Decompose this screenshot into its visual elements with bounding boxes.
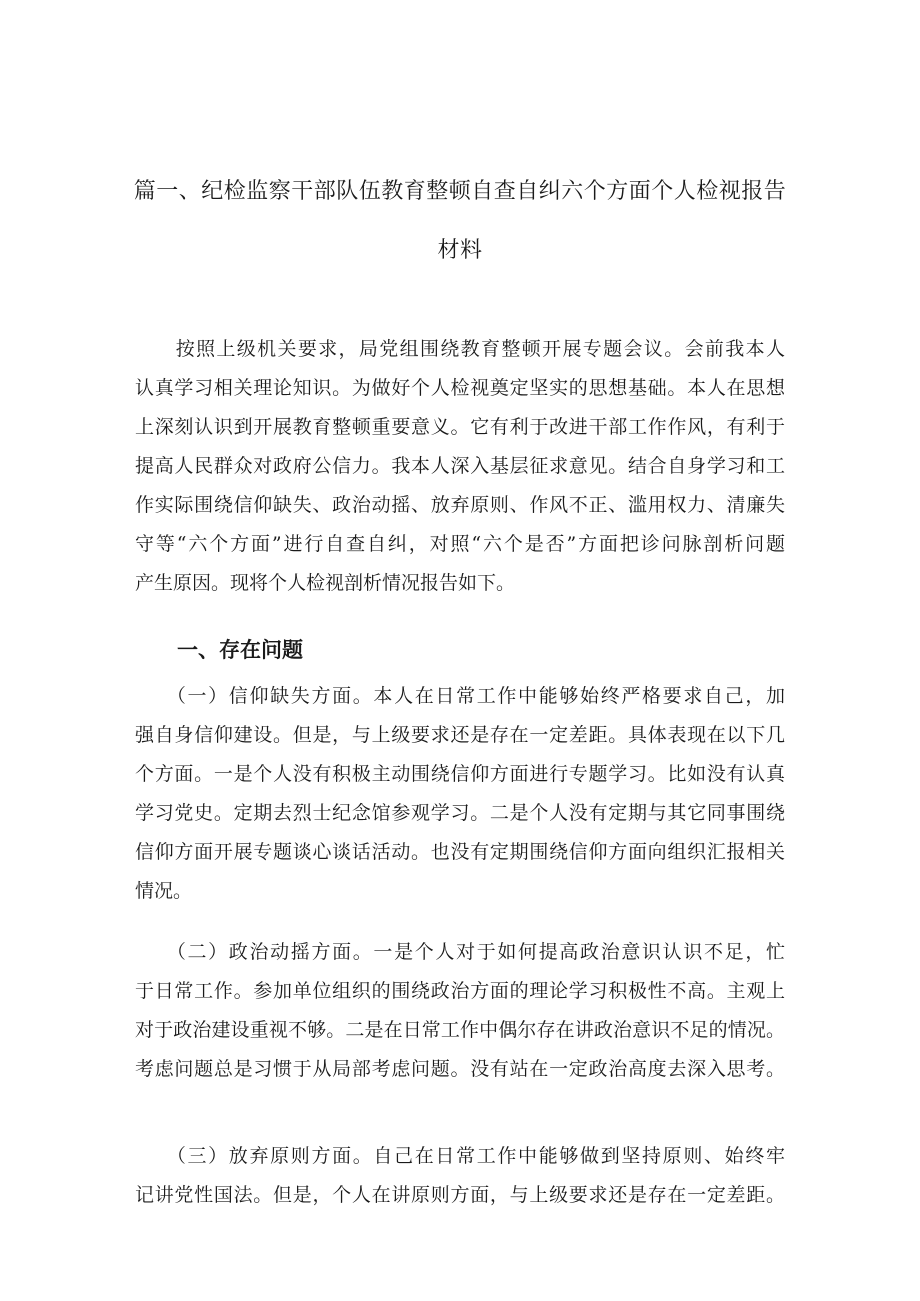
section-2-paragraph — [135, 933, 785, 1089]
paragraph-line: 情况。 — [135, 880, 193, 902]
intro-paragraph — [135, 330, 785, 603]
document-title-line-2: 材料 — [437, 238, 483, 263]
paragraph-line: （三）放弃原则方面。自己在日常工作中能够做到坚持原则、始终牢 — [135, 1145, 785, 1167]
paragraph-line: 认真学习相关理论知识。为做好个人检视奠定坚实的思想基础。本人在思想 — [135, 377, 785, 399]
paragraph-line: （一）信仰缺失方面。本人在日常工作中能够始终严格要求自己，加 — [135, 685, 785, 707]
paragraph-line: （二）政治动摇方面。一是个人对于如何提高政治意识认识不足，忙 — [135, 941, 785, 963]
paragraph-line: 守等“六个方面”进行自查自纠，对照“六个是否”方面把诊问脉剖析问题 — [135, 533, 785, 555]
section-1-paragraph — [135, 677, 785, 911]
paragraph-line: 记讲党性国法。但是，个人在讲原则方面，与上级要求还是存在一定差距。 — [135, 1184, 785, 1206]
paragraph-line: 于日常工作。参加单位组织的围绕政治方面的理论学习积极性不高。主观上 — [135, 980, 785, 1002]
paragraph-line: 信仰方面开展专题谈心谈话活动。也没有定期围绕信仰方面向组织汇报相关 — [135, 841, 785, 863]
paragraph-line: 上深刻认识到开展教育整顿重要意义。它有利于改进干部工作作风，有利于 — [135, 416, 785, 438]
paragraph-line: 强自身信仰建设。但是，与上级要求还是存在一定差距。具体表现在以下几 — [135, 724, 785, 746]
paragraph-line: 提高人民群众对政府公信力。我本人深入基层征求意见。结合自身学习和工 — [135, 455, 785, 477]
section-heading: 一、存在问题 — [177, 638, 303, 662]
paragraph-line: 个方面。一是个人没有积极主动围绕信仰方面进行专题学习。比如没有认真 — [135, 763, 785, 785]
paragraph-line: 产生原因。现将个人检视剖析情况报告如下。 — [135, 572, 516, 594]
paragraph-line: 考虑问题总是习惯于从局部考虑问题。没有站在一定政治高度去深入思考。 — [135, 1058, 785, 1080]
section-3-paragraph — [135, 1137, 785, 1215]
paragraph-line: 学习党史。定期去烈士纪念馆参观学习。二是个人没有定期与其它同事围绕 — [135, 802, 785, 824]
paragraph-line: 作实际围绕信仰缺失、政治动摇、放弃原则、作风不正、滥用权力、清廉失 — [135, 494, 785, 516]
paragraph-line: 按照上级机关要求，局党组围绕教育整顿开展专题会议。会前我本人 — [135, 338, 785, 360]
document-title-line-1: 篇一、纪检监察干部队伍教育整顿自查自纠六个方面个人检视报告 — [133, 179, 787, 204]
paragraph-line: 对于政治建设重视不够。二是在日常工作中偶尔存在讲政治意识不足的情况。 — [135, 1019, 785, 1041]
